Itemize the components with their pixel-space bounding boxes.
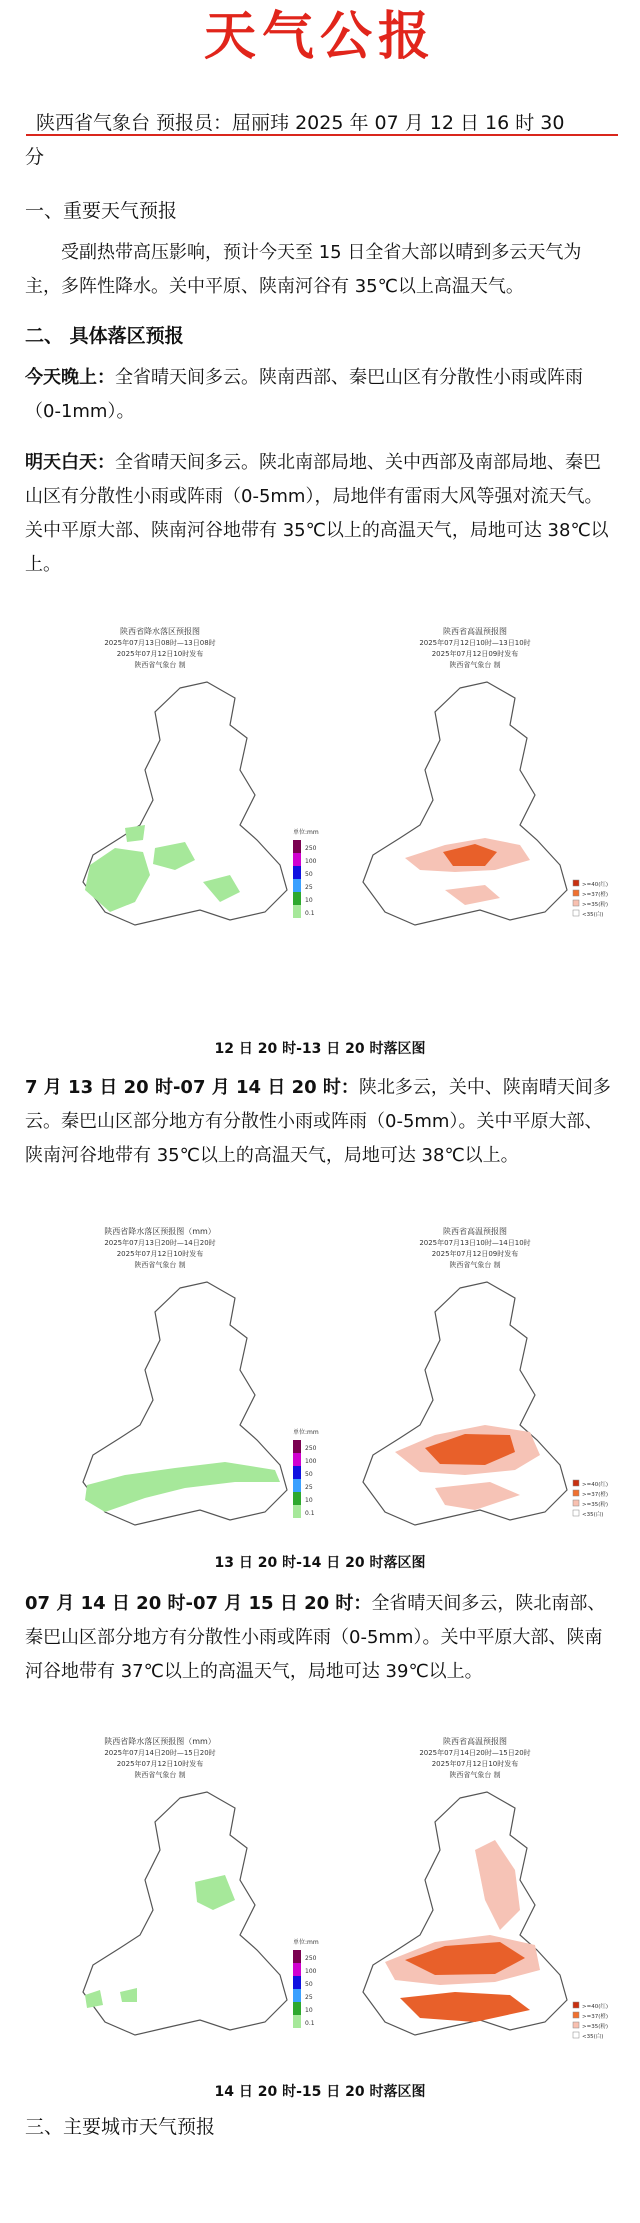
tonight-text: 全省晴天间多云。陕南西部、秦巴山区有分散性小雨或阵雨（0-1mm）。 xyxy=(25,367,583,422)
map-title: 陕西省降水落区预报图（mm） xyxy=(104,1227,216,1236)
day2-text: 陕北多云，关中、陕南晴天间多云。秦巴山区部分地方有分散性小雨或阵雨（0-5mm）。关中平原大部、陕南河谷地带有 35℃以上的高温天气，局地可达 38℃以上。 xyxy=(25,1077,611,1166)
day3-label: 07 月 14 日 20 时-07 月 15 日 20 时： xyxy=(25,1593,372,1614)
heat-legend xyxy=(573,880,608,918)
legend-swatch xyxy=(573,1510,579,1516)
legend-label: >=37(橙) xyxy=(582,892,609,898)
legend-swatch xyxy=(293,1479,301,1492)
legend-label: >=35(粉) xyxy=(582,902,609,908)
shaanxi-outline xyxy=(83,1792,287,2035)
title-divider xyxy=(26,134,618,136)
legend-swatch xyxy=(293,1963,301,1976)
heat-map-2 xyxy=(325,1220,625,1540)
legend-swatch xyxy=(573,900,579,906)
rain-area xyxy=(125,825,145,842)
legend-swatch xyxy=(573,2012,579,2018)
map-period: 2025年07月13日20时—14日20时 xyxy=(104,1239,216,1247)
map-agency: 陕西省气象台 制 xyxy=(134,1771,186,1779)
map-title: 陕西省降水落区预报图 xyxy=(120,627,200,636)
rain-map-2 xyxy=(25,1220,335,1540)
legend-swatch xyxy=(293,1440,301,1453)
page-title: 天气公报 xyxy=(203,6,436,67)
map-issued: 2025年07月12日09时发布 xyxy=(431,1250,519,1258)
day3-paragraph xyxy=(25,1587,617,1689)
rain-legend xyxy=(293,828,319,918)
day2-label: 7 月 13 日 20 时-07 月 14 日 20 时： xyxy=(25,1077,359,1098)
map-issued: 2025年07月12日10时发布 xyxy=(116,1760,204,1768)
legend-label: 50 xyxy=(305,1471,313,1478)
legend-swatch xyxy=(573,2022,579,2028)
legend-swatch xyxy=(573,880,579,886)
legend-swatch xyxy=(573,1490,579,1496)
map-title: 陕西省高温预报图 xyxy=(443,627,507,636)
legend-swatch xyxy=(293,1950,301,1963)
legend-label: >=37(橙) xyxy=(582,2014,609,2020)
map-period: 2025年07月12日10时—13日10时 xyxy=(419,639,531,647)
legend-label: >=40(红) xyxy=(582,1482,609,1488)
map-title: 陕西省降水落区预报图（mm） xyxy=(104,1737,216,1746)
legend-swatch xyxy=(293,1505,301,1518)
tomorrow-paragraph xyxy=(25,446,617,582)
tomorrow-text: 全省晴天间多云。陕北南部局地、关中西部及南部局地、秦巴山区有分散性小雨或阵雨（0-5mm），局地伴有雷雨大风等强对流天气。关中平原大部、陕南河谷地带有 35℃以上的高温天气，局地可达 38℃以上。 xyxy=(25,452,609,575)
legend-label: <35(白) xyxy=(582,912,604,918)
legend-label: 25 xyxy=(305,1994,313,2001)
legend-label: 100 xyxy=(305,1458,317,1465)
legend-label: <35(白) xyxy=(582,1512,604,1518)
map-agency: 陕西省气象台 制 xyxy=(449,661,501,669)
map-issued: 2025年07月12日10时发布 xyxy=(116,650,204,658)
legend-swatch xyxy=(573,1480,579,1486)
legend-swatch xyxy=(293,1989,301,2002)
map-period: 2025年07月13日10时—14日10时 xyxy=(419,1239,531,1247)
legend-label: 0.1 xyxy=(305,1510,315,1517)
legend-swatch xyxy=(293,892,301,905)
map-period: 2025年07月14日20时—15日20时 xyxy=(419,1749,531,1757)
legend-swatch xyxy=(573,1500,579,1506)
rain-map-1 xyxy=(25,620,335,940)
legend-label: >=37(橙) xyxy=(582,1492,609,1498)
legend-swatch xyxy=(573,2032,579,2038)
legend-swatch xyxy=(293,879,301,892)
map-period: 2025年07月14日20时—15日20时 xyxy=(104,1749,216,1757)
map-period: 2025年07月13日08时—13日08时 xyxy=(104,639,216,647)
legend-swatch xyxy=(573,2002,579,2008)
issue-line-end: 分 xyxy=(25,146,45,168)
legend-swatch xyxy=(293,853,301,866)
legend-swatch xyxy=(293,2015,301,2028)
legend-unit: 单位:mm xyxy=(293,1939,319,1946)
rain-legend xyxy=(293,1938,319,2028)
section-heading-important: 一、重要天气预报 xyxy=(25,200,178,222)
legend-unit: 单位:mm xyxy=(293,829,319,836)
summary-paragraph: 受副热带高压影响，预计今天至 15 日全省大部以晴到多云天气为主，多阵性降水。关中平原、陕南河谷有 35℃以上高温天气。 xyxy=(25,242,582,297)
map-agency: 陕西省气象台 制 xyxy=(449,1261,501,1269)
legend-swatch xyxy=(293,2002,301,2015)
legend-label: 100 xyxy=(305,858,317,865)
day2-paragraph xyxy=(25,1071,617,1173)
tomorrow-label: 明天白天： xyxy=(25,452,115,473)
legend-swatch xyxy=(573,890,579,896)
legend-swatch xyxy=(293,1976,301,1989)
legend-label: >=40(红) xyxy=(582,882,609,888)
tonight-label: 今天晚上： xyxy=(25,367,115,388)
legend-label: 250 xyxy=(305,1445,317,1452)
rain-legend xyxy=(293,1428,319,1518)
legend-label: >=35(粉) xyxy=(582,1502,609,1508)
legend-label: 50 xyxy=(305,871,313,878)
map-agency: 陕西省气象台 制 xyxy=(449,1771,501,1779)
tonight-paragraph xyxy=(25,361,617,429)
rain-map-3 xyxy=(25,1730,335,2070)
heat-map-3 xyxy=(325,1730,625,2070)
map-caption-2: 13 日 20 时-14 日 20 时落区图 xyxy=(214,1555,426,1571)
issue-info xyxy=(0,106,640,174)
map-agency: 陕西省气象台 制 xyxy=(134,661,186,669)
legend-label: 50 xyxy=(305,1981,313,1988)
heat-legend xyxy=(573,1480,608,1518)
legend-label: 250 xyxy=(305,845,317,852)
legend-label: >=40(红) xyxy=(582,2004,609,2010)
map-issued: 2025年07月12日09时发布 xyxy=(431,650,519,658)
legend-label: 0.1 xyxy=(305,910,315,917)
legend-label: 250 xyxy=(305,1955,317,1962)
legend-label: 10 xyxy=(305,1497,313,1504)
section-heading-detail: 二、 具体落区预报 xyxy=(25,325,184,347)
map-caption-1: 12 日 20 时-13 日 20 时落区图 xyxy=(214,1041,426,1057)
legend-swatch xyxy=(293,1492,301,1505)
map-caption-3: 14 日 20 时-15 日 20 时落区图 xyxy=(214,2084,426,2100)
legend-unit: 单位:mm xyxy=(293,1429,319,1436)
legend-label: 10 xyxy=(305,2007,313,2014)
legend-swatch xyxy=(293,1466,301,1479)
legend-label: >=35(粉) xyxy=(582,2024,609,2030)
legend-label: 10 xyxy=(305,897,313,904)
map-issued: 2025年07月12日10时发布 xyxy=(431,1760,519,1768)
map-agency: 陕西省气象台 制 xyxy=(134,1261,186,1269)
heat-map-1 xyxy=(325,620,625,940)
legend-label: 25 xyxy=(305,1484,313,1491)
heat-legend xyxy=(573,2002,608,2040)
legend-swatch xyxy=(293,840,301,853)
day3-text: 全省晴天间多云，陕北南部、秦巴山区部分地方有分散性小雨或阵雨（0-5mm）。关中平原大部、陕南河谷地带有 37℃以上的高温天气，局地可达 39℃以上。 xyxy=(25,1593,606,1682)
map-title: 陕西省高温预报图 xyxy=(443,1227,507,1236)
legend-swatch xyxy=(573,910,579,916)
legend-swatch xyxy=(293,905,301,918)
legend-label: 0.1 xyxy=(305,2020,315,2027)
legend-swatch xyxy=(293,1453,301,1466)
legend-label: 25 xyxy=(305,884,313,891)
issue-line: 陕西省气象台 预报员：屈丽玮 2025 年 07 月 12 日 16 时 30 xyxy=(36,112,565,134)
section-heading-cities: 三、主要城市天气预报 xyxy=(25,2116,216,2138)
map-title: 陕西省高温预报图 xyxy=(443,1737,507,1746)
map-issued: 2025年07月12日10时发布 xyxy=(116,1250,204,1258)
legend-label: <35(白) xyxy=(582,2034,604,2040)
legend-label: 100 xyxy=(305,1968,317,1975)
legend-swatch xyxy=(293,866,301,879)
